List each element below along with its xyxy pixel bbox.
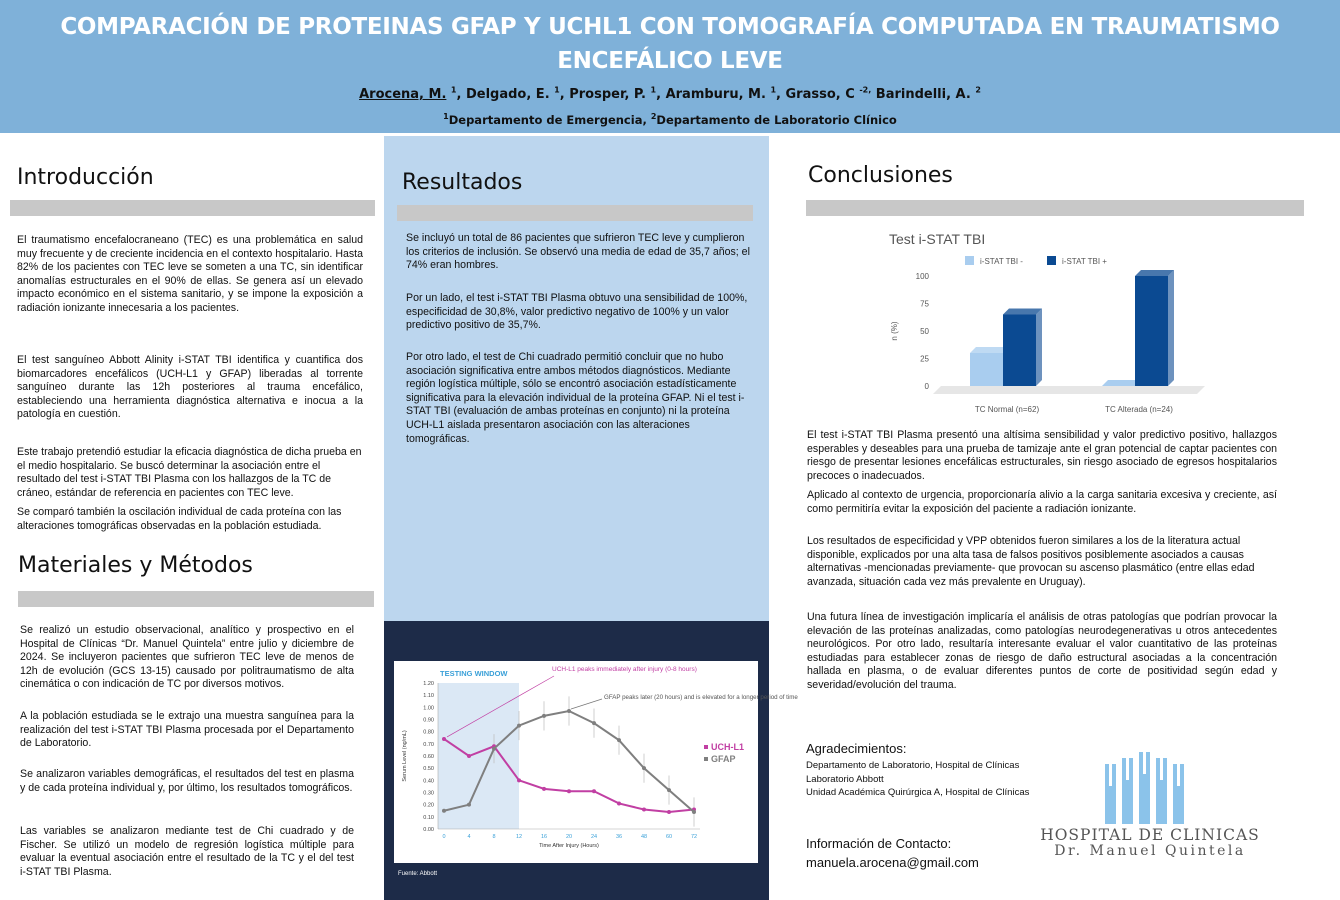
- conclusiones-paragraph-3: Los resultados de especificidad y VPP obtenidos fueron similares a los de la literatura actual disponible, explicados por una alta tasa de falsos positivos posiblemente asociados a causas alternativas -mencionadas previamente- que provocan su ascenso plasmático (entre ellas edad avanzada, situación cada vez más prevalente en Uruguay).: [807, 535, 1255, 588]
- data-point-uch-l1: [667, 810, 671, 814]
- resultados-paragraph-2: Por un lado, el test i-STAT TBI Plasma obtuvo una sensibilidad de 100%, especificidad de 30,8%, valor predictivo negativo de 100% y un valor predictivo positivo de 35,7%.: [406, 292, 748, 332]
- x-tick-label: TC Normal (n=62): [974, 405, 1040, 414]
- legend-swatch: [704, 745, 708, 749]
- x-tick-label: 20: [565, 834, 573, 840]
- data-point-gfap: [617, 738, 621, 742]
- agradecimientos-title: Agradecimientos:: [806, 741, 907, 756]
- data-point-gfap: [642, 766, 646, 770]
- contacto-title: Información de Contacto:: [806, 836, 952, 851]
- y-axis-label: n (%): [890, 321, 899, 341]
- bar: [1003, 315, 1036, 387]
- x-tick-label: 72: [690, 834, 698, 840]
- materiales-paragraph-4: Las variables se analizaron mediante test de Chi cuadrado y de Fischer. Se utilizó un modelo de regresión logística múltiple para evaluar la eventual asociación entre el resultado de la TC y el del test i-STAT TBI Plasma.: [20, 825, 354, 878]
- author-name: Arocena, M.: [359, 87, 447, 102]
- data-point-uch-l1: [617, 801, 621, 805]
- author-affiliation-mark: 1: [770, 85, 777, 95]
- y-tick-label: 100: [915, 272, 929, 281]
- data-point-gfap: [517, 724, 521, 728]
- legend-label: UCH-L1: [711, 742, 744, 752]
- bar-side: [1168, 270, 1174, 386]
- author-name: Aramburu, M.: [665, 87, 766, 102]
- data-point-gfap: [492, 747, 496, 751]
- data-point-uch-l1: [642, 808, 646, 812]
- y-tick-label: 1.00: [423, 705, 434, 712]
- data-point-gfap: [592, 721, 596, 725]
- y-tick-label: 1.20: [423, 681, 434, 687]
- legend-label: GFAP: [711, 754, 736, 764]
- data-point-uch-l1: [467, 754, 471, 758]
- annotation-gfap-pointer: [571, 699, 602, 709]
- affiliations-line: [0, 113, 1340, 127]
- y-tick-label: 0.30: [423, 790, 434, 797]
- logo-line-2: Dr. Manuel Quintela: [1054, 843, 1246, 859]
- legend-label: i-STAT TBI -: [980, 257, 1023, 266]
- y-tick-label: 0.90: [423, 717, 434, 724]
- legend-swatch: [704, 757, 708, 761]
- affiliation-name: Departamento de Laboratorio Clínico: [656, 113, 897, 127]
- section-divider: [397, 205, 753, 221]
- biomarker-chart-svg: [394, 661, 798, 863]
- author-affiliation-mark: 1: [450, 85, 457, 95]
- data-point-gfap: [467, 803, 471, 807]
- conclusiones-paragraph-2: Aplicado al contexto de urgencia, proporcionaría alivio a la carga sanitaria excesiva y creciente, así como permitiría evitar la exposición del paciente a radiación ionizante.: [807, 489, 1277, 515]
- legend-label: i-STAT TBI +: [1062, 257, 1107, 266]
- logo-line-1: HOSPITAL DE CLINICAS: [1040, 826, 1260, 844]
- x-tick-label: 0: [442, 834, 446, 840]
- x-tick-label: 8: [492, 834, 496, 840]
- bar-side: [1036, 309, 1042, 387]
- introduccion-paragraph-3: Este trabajo pretendió estudiar la eficacia diagnóstica de dicha prueba en el medio hospitalario. Se buscó determinar la asociación entre el resultado del test i-STAT TBI Plasma con los hallazgos de la TC de cráneo, estándar de referencia en pacientes con TEC leve.: [17, 446, 362, 499]
- legend-swatch: [965, 256, 974, 265]
- y-tick-label: 0.10: [423, 814, 434, 821]
- y-tick-label: 50: [920, 327, 929, 336]
- resultados-paragraph-1: Se incluyó un total de 86 pacientes que sufrieron TEC leve y cumplieron los criterios de inclusión. Se observó una media de edad de 35,7 años; el 74% eran hombres.: [406, 232, 750, 272]
- data-point-uch-l1: [567, 789, 571, 793]
- author-affiliation-mark: 2: [975, 85, 981, 95]
- figure-source: Fuente: Abbott: [398, 871, 438, 877]
- section-divider: [10, 200, 375, 216]
- bar-top: [1003, 309, 1042, 315]
- resultados-title: Resultados: [402, 170, 523, 195]
- introduccion-paragraph-4: Se comparó también la oscilación individual de cada proteína con las alteraciones tomográficas observadas en la población estudiada.: [17, 506, 342, 532]
- poster-title: COMPARACIÓN DE PROTEINAS GFAP Y UCHL1 CON TOMOGRAFÍA COMPUTADA EN TRAUMATISMO ENCEFÁLICO LEVE: [60, 14, 1280, 74]
- author-affiliation-mark: 1: [554, 85, 560, 95]
- istat-chart-title: Test i-STAT TBI: [889, 231, 986, 247]
- authors-line: Arocena, M. $^1$, Delgado, E. $^1$, Prosper, P. $^1$, Aramburu, M. $^1$, Grasso, C $^{-2,}$ Barindelli, A. $^2$: [359, 85, 981, 102]
- y-tick-label: 25: [920, 354, 929, 364]
- conclusiones-paragraph-4: Una futura línea de investigación implicaría el análisis de otras patologías que podrían provocar la elevación de las proteínas analizadas, como patologías neurodegenerativas u otros antecedentes neurológicos. Por otro lado, resultaría interesante evaluar el valor cuantitativo de las proteínas estudiadas para establecer zonas de riesgo de daño estructural asociadas a la concentración hallada en plasma, o de evaluar diferentes puntos de corte de positividad según edad y severidad/evolución del trauma.: [807, 611, 1277, 691]
- affiliation-name: Departamento de Emergencia,: [448, 113, 651, 127]
- agradecimiento-item: Laboratorio Abbott: [806, 773, 884, 785]
- x-tick-label: 60: [665, 834, 673, 840]
- biomarker-chart: [394, 661, 798, 863]
- author-name: Grasso, C: [785, 87, 855, 102]
- x-tick-label: 4: [467, 834, 471, 840]
- materiales-paragraph-2: A la población estudiada se le extrajo una muestra sanguínea para la realización del test i-STAT TBI Plasma procesada por el Departamento de Laboratorio.: [20, 710, 354, 750]
- chart-floor: [933, 386, 1205, 394]
- y-axis-label: Serum Level (ng/mL): [402, 730, 408, 782]
- x-axis-label: Time After Injury (Hours): [539, 843, 599, 849]
- testing-window-band: [438, 683, 519, 829]
- y-tick-label: 0.20: [423, 802, 434, 809]
- x-tick-label: 36: [615, 834, 623, 840]
- y-tick-label: 0.40: [423, 778, 434, 785]
- resultados-paragraph-3: Por otro lado, el test de Chi cuadrado permitió concluir que no hubo asociación significativa entre ambos métodos diagnósticos. Mediante región logística múltiple, sólo se encontró asociación estadísticamente significativa para la elevación individual de la proteína GFAP. Ni el test i-STAT TBI (evaluación de ambas proteínas en conjunto) ni la proteína UCH-L1 aislada presentaron asociación con las alteraciones tomográficas.: [406, 351, 745, 445]
- bar: [1135, 276, 1168, 386]
- conclusiones-title: Conclusiones: [808, 163, 953, 188]
- x-tick-label: 48: [640, 834, 648, 840]
- y-tick-label: 0.00: [423, 827, 434, 833]
- data-point-uch-l1: [517, 778, 521, 782]
- data-point-uch-l1: [592, 789, 596, 793]
- conclusiones-paragraph-1: El test i-STAT TBI Plasma presentó una altísima sensibilidad y valor predictivo positivo, hallazgos esperables y deseables para una prueba de tamizaje ante el gran potencial de captar pacientes con riesgo de presentar lesiones encefálicas estructurales, sin riesgo asociado de egresos hospitalarios precoces o inadecuados.: [807, 429, 1277, 482]
- author-name: Prosper, P.: [569, 87, 646, 102]
- data-point-gfap: [442, 809, 446, 813]
- y-tick-label: 0.60: [423, 754, 434, 760]
- contacto-email[interactable]: manuela.arocena@gmail.com: [806, 855, 979, 870]
- x-tick-label: 24: [590, 834, 598, 840]
- bar-top: [1135, 270, 1174, 276]
- data-point-gfap: [692, 810, 696, 814]
- author-name: Delgado, E.: [465, 87, 550, 102]
- data-point-gfap: [567, 709, 571, 713]
- y-tick-label: 75: [920, 299, 929, 309]
- istat-chart: [855, 224, 1235, 420]
- annotation-uchl1: UCH-L1 peaks immediately after injury (0-8 hours): [552, 666, 697, 673]
- x-tick-label: 12: [515, 834, 523, 840]
- data-point-gfap: [542, 714, 546, 718]
- introduccion-title: Introducción: [17, 165, 154, 190]
- bar: [970, 353, 1003, 386]
- introduccion-paragraph-2: El test sanguíneo Abbott Alinity i-STAT TBI identifica y cuantifica dos biomarcadores encefálicos (UCH-L1 y GFAP) liberadas al torrente sanguíneo durante las 12h posteriores al trauma encefálico, estableciendo una herramienta diagnóstica alternativa e inocua a la patología en cuestión.: [17, 354, 363, 421]
- x-tick-label: 16: [540, 834, 548, 840]
- hospital-emblem-icon: [1030, 748, 1270, 826]
- y-tick-label: 0.70: [423, 741, 434, 748]
- materiales-title: Materiales y Métodos: [18, 553, 253, 578]
- poster-header: [0, 0, 1340, 133]
- y-tick-label: 0.50: [423, 766, 434, 773]
- agradecimiento-item: Departamento de Laboratorio, Hospital de Clínicas: [806, 760, 1020, 771]
- y-tick-label: 1.10: [423, 693, 434, 700]
- annotation-testing-window: TESTING WINDOW: [440, 669, 508, 678]
- hospital-logo: [1030, 748, 1270, 860]
- legend-swatch: [1047, 256, 1056, 265]
- affiliation-mark: 2: [650, 112, 657, 122]
- introduccion-paragraph-1: El traumatismo encefalocraneano (TEC) es una problemática en salud muy frecuente y de creciente incidencia en el contexto hospitalario. Hasta 82% de los pacientes con TEC leve se someten a una TC, sin identificar anomalías estructurales en el 90% de ellas. Se genera así un elevado impacto económico en el sistema sanitario, y se impone la exposición a radiación ionizante innecesaria a los pacientes.: [17, 234, 363, 314]
- data-point-gfap: [667, 788, 671, 792]
- author-name: Barindelli, A.: [875, 87, 971, 102]
- y-tick-label: 0.80: [423, 729, 434, 736]
- agradecimientos-list: [806, 759, 1029, 800]
- affiliation-mark: 1: [443, 112, 449, 122]
- annotation-gfap: GFAP peaks later (20 hours) and is elevated for a longer period of time: [604, 694, 798, 701]
- agradecimiento-item: Unidad Académica Quirúrgica A, Hospital de Clínicas: [806, 787, 1030, 798]
- y-tick-label: 0: [924, 382, 929, 391]
- materiales-paragraph-1: Se realizó un estudio observacional, analítico y prospectivo en el Hospital de Clínicas “Dr. Manuel Quintela” entre julio y diciembre de 2024. Se incluyeron pacientes que sufrieron TEC leve de menos de 12h de evolución (GCS 13-15) causado por politraumatismo de alta cinemática o con indicación de TC por diversos motivos.: [20, 624, 354, 691]
- author-affiliation-mark: 1: [650, 85, 657, 95]
- section-divider: [18, 591, 374, 607]
- author-affiliation-mark: -2,: [859, 85, 872, 95]
- x-tick-label: TC Alterada (n=24): [1105, 405, 1173, 414]
- istat-chart-svg: [855, 224, 1235, 420]
- section-divider: [806, 200, 1304, 216]
- materiales-paragraph-3: Se analizaron variables demográficas, el resultados del test en plasma y de cada proteína individual y, por último, los resultados tomográficos.: [20, 768, 354, 794]
- data-point-uch-l1: [542, 787, 546, 791]
- data-point-uch-l1: [442, 737, 446, 741]
